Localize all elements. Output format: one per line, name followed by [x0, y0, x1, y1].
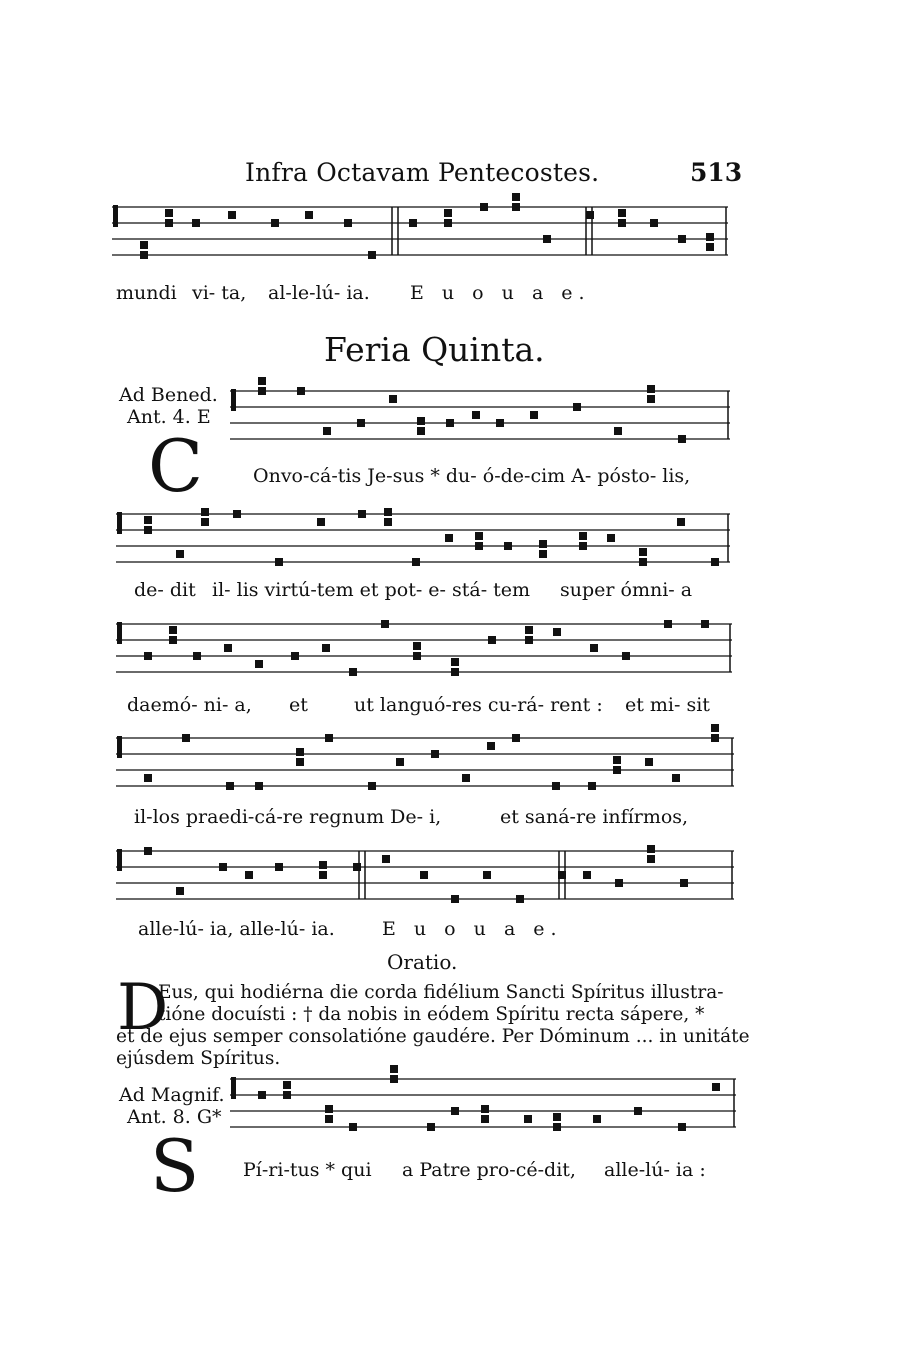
- neume: [583, 871, 591, 879]
- neume: [323, 427, 331, 435]
- neume: [650, 219, 658, 227]
- neume: [420, 871, 428, 879]
- neume: [368, 782, 376, 790]
- neume: [169, 626, 177, 634]
- neume: [317, 518, 325, 526]
- neume: [672, 774, 680, 782]
- clef: [117, 849, 122, 871]
- neume: [413, 652, 421, 660]
- neume: [412, 558, 420, 566]
- neume: [481, 1105, 489, 1113]
- neume: [296, 758, 304, 766]
- neume: [144, 652, 152, 660]
- neume: [417, 427, 425, 435]
- neume: [504, 542, 512, 550]
- neume: [169, 636, 177, 644]
- neume: [358, 510, 366, 518]
- neume: [480, 203, 488, 211]
- neume: [516, 895, 524, 903]
- neume: [618, 219, 626, 227]
- benedictus-lyric-line3-b: et: [289, 694, 308, 716]
- neume: [413, 642, 421, 650]
- neume: [487, 742, 495, 750]
- clef: [231, 1077, 236, 1099]
- neume: [296, 748, 304, 756]
- neume: [140, 241, 148, 249]
- neume: [390, 1075, 398, 1083]
- neume: [552, 782, 560, 790]
- neume: [255, 660, 263, 668]
- neume: [488, 636, 496, 644]
- fragment-lyric-2: vi- ta,: [192, 282, 247, 304]
- neume: [607, 534, 615, 542]
- neume: [228, 211, 236, 219]
- neume: [451, 895, 459, 903]
- neume: [445, 534, 453, 542]
- neume: [451, 1107, 459, 1115]
- neume: [349, 1123, 357, 1131]
- neume: [165, 219, 173, 227]
- neume: [275, 863, 283, 871]
- neume: [417, 417, 425, 425]
- neume: [590, 644, 598, 652]
- oratio-line-1: Eus, qui hodiérna die corda fidélium Sancti Spíritus illustra-: [158, 982, 724, 1003]
- neume: [144, 526, 152, 534]
- neume: [357, 419, 365, 427]
- neume: [614, 427, 622, 435]
- neume: [613, 766, 621, 774]
- benedictus-lyric-line5-a: alle-lú- ia, alle-lú- ia.: [138, 918, 335, 940]
- neume: [275, 558, 283, 566]
- neume: [512, 734, 520, 742]
- neume: [451, 668, 459, 676]
- neume: [593, 1115, 601, 1123]
- neume: [224, 644, 232, 652]
- neume: [539, 540, 547, 548]
- magnificat-label-line2: Ant. 8. G*: [127, 1106, 222, 1128]
- neume: [496, 419, 504, 427]
- neume: [525, 636, 533, 644]
- oratio-heading: Oratio.: [387, 950, 458, 974]
- neume: [384, 508, 392, 516]
- fragment-lyric-1: mundi: [116, 282, 177, 304]
- neume: [472, 411, 480, 419]
- neume: [706, 243, 714, 251]
- magnificat-lyric-b: a Patre pro-cé-dit,: [402, 1159, 576, 1181]
- neume: [176, 550, 184, 558]
- benedictus-initial: C: [148, 424, 204, 508]
- neume: [647, 395, 655, 403]
- clef: [113, 205, 118, 227]
- neume: [427, 1123, 435, 1131]
- clef: [117, 512, 122, 534]
- neume: [258, 377, 266, 385]
- neume: [258, 1091, 266, 1099]
- neume: [353, 863, 361, 871]
- neume: [444, 209, 452, 217]
- neume: [444, 219, 452, 227]
- neume: [481, 1115, 489, 1123]
- page-number: 513: [690, 158, 743, 187]
- benedictus-lyric-line3-a: daemó- ni- a,: [127, 694, 252, 716]
- magnificat-initial: S: [150, 1124, 200, 1208]
- neume: [349, 668, 357, 676]
- neume: [483, 871, 491, 879]
- neume: [233, 510, 241, 518]
- neume: [588, 782, 596, 790]
- neume: [524, 1115, 532, 1123]
- neume: [165, 209, 173, 217]
- clef: [117, 622, 122, 644]
- magnificat-label-line1: Ad Magnif.: [119, 1084, 225, 1106]
- fragment-lyric-euouae: E u o u a e.: [410, 282, 591, 304]
- neume: [586, 211, 594, 219]
- neume: [431, 750, 439, 758]
- running-title: Infra Octavam Pentecostes.: [245, 158, 600, 187]
- neume: [384, 518, 392, 526]
- neume: [677, 518, 685, 526]
- neume: [192, 219, 200, 227]
- neume: [525, 626, 533, 634]
- benedictus-lyric-line3-c: ut languó-res cu-rá- rent :: [354, 694, 603, 716]
- neume: [647, 845, 655, 853]
- neume: [639, 558, 647, 566]
- neume: [305, 211, 313, 219]
- neume: [297, 387, 305, 395]
- neume: [245, 871, 253, 879]
- neume: [711, 558, 719, 566]
- neume: [325, 1115, 333, 1123]
- neume: [622, 652, 630, 660]
- benedictus-lyric-line2-b: il- lis virtú-tem et pot- e- stá- tem: [212, 579, 531, 601]
- neume: [396, 758, 404, 766]
- neume: [618, 209, 626, 217]
- clef: [231, 389, 236, 411]
- neume: [553, 1123, 561, 1131]
- neume: [512, 203, 520, 211]
- neume: [144, 774, 152, 782]
- feast-title: Feria Quinta.: [324, 330, 545, 369]
- benedictus-lyric-line2-c: super ómni- a: [560, 579, 693, 601]
- neume: [553, 1113, 561, 1121]
- neume: [201, 508, 209, 516]
- benedictus-lyric-line4-a: il-los praedi-cá-re regnum De- i,: [134, 806, 442, 828]
- oratio-line-3: et de ejus semper consolatióne gaudére. Per Dóminum ... in unitáte: [116, 1026, 750, 1047]
- neume: [226, 782, 234, 790]
- neume: [283, 1091, 291, 1099]
- neume: [271, 219, 279, 227]
- neume: [319, 861, 327, 869]
- neume: [539, 550, 547, 558]
- neume: [368, 251, 376, 259]
- magnificat-lyric-a: Pí-ri-tus * qui: [243, 1159, 372, 1181]
- neume: [193, 652, 201, 660]
- fragment-lyric-3: al-le-lú- ia.: [268, 282, 370, 304]
- neume: [319, 871, 327, 879]
- neume: [553, 628, 561, 636]
- neume: [647, 385, 655, 393]
- benedictus-lyric-line4-b: et saná-re infírmos,: [500, 806, 689, 828]
- neume: [579, 542, 587, 550]
- benedictus-label-line2: Ant. 4. E: [127, 406, 211, 428]
- neume: [664, 620, 672, 628]
- neume: [255, 782, 263, 790]
- neume: [201, 518, 209, 526]
- neume: [711, 734, 719, 742]
- neume: [680, 879, 688, 887]
- neume: [140, 251, 148, 259]
- neume: [645, 758, 653, 766]
- neume: [678, 235, 686, 243]
- neume: [390, 1065, 398, 1073]
- neume: [389, 395, 397, 403]
- neume: [475, 532, 483, 540]
- benedictus-label-line1: Ad Bened.: [119, 384, 218, 406]
- neume: [678, 435, 686, 443]
- benedictus-lyric-euouae: E u o u a e.: [382, 918, 563, 940]
- oratio-initial: D: [117, 971, 169, 1045]
- neume: [219, 863, 227, 871]
- neume: [322, 644, 330, 652]
- neume: [291, 652, 299, 660]
- neume: [176, 887, 184, 895]
- neume: [182, 734, 190, 742]
- neume: [325, 1105, 333, 1113]
- neume: [634, 1107, 642, 1115]
- neume: [615, 879, 623, 887]
- benedictus-lyric-line1: Onvo-cá-tis Je-sus * du- ó-de-cim A- pósto- lis,: [253, 465, 691, 487]
- neume: [639, 548, 647, 556]
- neume: [706, 233, 714, 241]
- neume: [258, 387, 266, 395]
- neume: [344, 219, 352, 227]
- benedictus-lyric-line3-d: et mi- sit: [625, 694, 710, 716]
- neume: [613, 756, 621, 764]
- neume: [512, 193, 520, 201]
- neume: [678, 1123, 686, 1131]
- clef: [117, 736, 122, 758]
- neume: [579, 532, 587, 540]
- neume: [647, 855, 655, 863]
- neume: [712, 1083, 720, 1091]
- neume: [543, 235, 551, 243]
- neume: [573, 403, 581, 411]
- neume: [446, 419, 454, 427]
- neume: [283, 1081, 291, 1089]
- neume: [381, 620, 389, 628]
- neume: [711, 724, 719, 732]
- neume: [475, 542, 483, 550]
- neume: [144, 847, 152, 855]
- benedictus-lyric-line2-a: de- dit: [134, 579, 196, 601]
- neume: [382, 855, 390, 863]
- oratio-line-4: ejúsdem Spíritus.: [116, 1048, 281, 1069]
- neume: [325, 734, 333, 742]
- neume: [530, 411, 538, 419]
- neume: [558, 871, 566, 879]
- magnificat-lyric-c: alle-lú- ia :: [604, 1159, 706, 1181]
- neume: [462, 774, 470, 782]
- neume: [701, 620, 709, 628]
- neume: [451, 658, 459, 666]
- oratio-line-2: tióne docuísti : † da nobis in eódem Spíritu recta sápere, *: [158, 1004, 705, 1025]
- neume: [144, 516, 152, 524]
- neume: [409, 219, 417, 227]
